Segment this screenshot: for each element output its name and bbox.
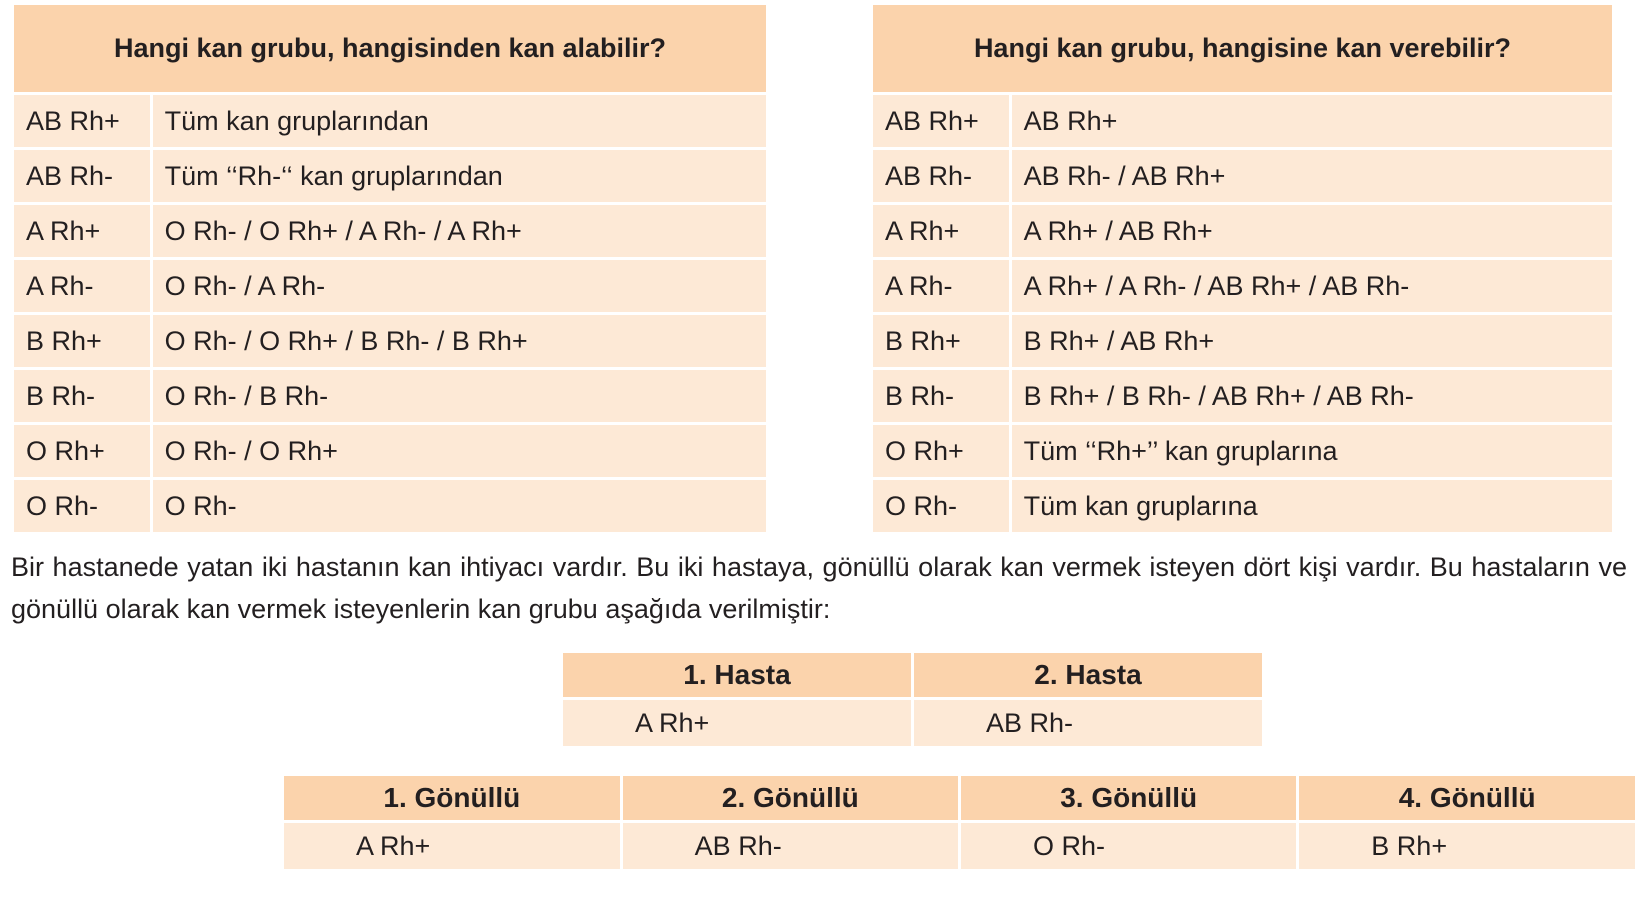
table-row — [13, 314, 768, 369]
table-row — [872, 204, 1614, 259]
donor-groups-cell: Tüm kan gruplarından — [151, 94, 767, 149]
recipient-groups-cell: B Rh+ / B Rh- / AB Rh+ / AB Rh- — [1010, 369, 1613, 424]
table-row — [872, 94, 1614, 149]
volunteer-4-header: 4. Gönüllü — [1298, 775, 1637, 822]
blood-group-cell: O Rh+ — [13, 424, 152, 479]
table-row — [872, 314, 1614, 369]
intro-paragraph: Bir hastanede yatan iki hastanın kan ihtiyacı vardır. Bu iki hastaya, gönüllü olarak kan vermek isteyen dört kişi vardır. Bu hastaların ve gönüllü olarak kan vermek isteyenlerin kan grubu aşağıda verilmiştir: — [11, 552, 1627, 624]
table-row — [13, 424, 768, 479]
blood-group-cell: A Rh+ — [13, 204, 152, 259]
blood-group-cell: O Rh- — [13, 479, 152, 534]
recipient-groups-cell: Tüm kan gruplarına — [1010, 479, 1613, 534]
receive-table-title: Hangi kan grubu, hangisinden kan alabilir? — [13, 4, 768, 94]
patient-2-blood-group: AB Rh- — [913, 699, 1264, 748]
volunteer-3-header: 3. Gönüllü — [959, 775, 1297, 822]
table-row — [872, 259, 1614, 314]
recipient-groups-cell: A Rh+ / A Rh- / AB Rh+ / AB Rh- — [1010, 259, 1613, 314]
table-row — [13, 204, 768, 259]
blood-group-cell: A Rh- — [872, 259, 1011, 314]
table-row — [872, 424, 1614, 479]
donor-groups-cell: Tüm ‘‘Rh-‘‘ kan gruplarından — [151, 149, 767, 204]
recipient-groups-cell: A Rh+ / AB Rh+ — [1010, 204, 1613, 259]
donor-groups-cell: O Rh- — [151, 479, 767, 534]
give-compatibility-table — [870, 2, 1615, 535]
donor-groups-cell: O Rh- / A Rh- — [151, 259, 767, 314]
volunteer-2-header: 2. Gönüllü — [621, 775, 959, 822]
volunteer-4-blood-group: B Rh+ — [1298, 822, 1637, 871]
recipient-groups-cell: B Rh+ / AB Rh+ — [1010, 314, 1613, 369]
donor-groups-cell: O Rh- / O Rh+ / A Rh- / A Rh+ — [151, 204, 767, 259]
donor-groups-cell: O Rh- / B Rh- — [151, 369, 767, 424]
blood-group-cell: AB Rh- — [13, 149, 152, 204]
blood-group-cell: AB Rh+ — [872, 94, 1011, 149]
blood-group-cell: A Rh- — [13, 259, 152, 314]
donor-groups-cell: O Rh- / O Rh+ / B Rh- / B Rh+ — [151, 314, 767, 369]
blood-group-cell: AB Rh- — [872, 149, 1011, 204]
volunteers-table — [281, 773, 1638, 872]
recipient-groups-cell: AB Rh+ — [1010, 94, 1613, 149]
table-row — [13, 479, 768, 534]
volunteer-1-header: 1. Gönüllü — [283, 775, 622, 822]
donor-groups-cell: O Rh- / O Rh+ — [151, 424, 767, 479]
blood-group-cell: B Rh+ — [13, 314, 152, 369]
give-table-title: Hangi kan grubu, hangisine kan verebilir? — [872, 4, 1614, 94]
blood-group-cell: A Rh+ — [872, 204, 1011, 259]
table-row — [872, 149, 1614, 204]
blood-group-cell: O Rh- — [872, 479, 1011, 534]
receive-compatibility-table — [11, 2, 769, 535]
table-row — [13, 149, 768, 204]
patient-1-header: 1. Hasta — [562, 652, 913, 699]
table-row — [13, 94, 768, 149]
volunteer-2-blood-group: AB Rh- — [621, 822, 959, 871]
patients-table — [560, 650, 1265, 749]
recipient-groups-cell: Tüm ‘‘Rh+’’ kan gruplarına — [1010, 424, 1613, 479]
blood-group-cell: O Rh+ — [872, 424, 1011, 479]
volunteer-3-blood-group: O Rh- — [959, 822, 1297, 871]
blood-group-cell: AB Rh+ — [13, 94, 152, 149]
volunteer-1-blood-group: A Rh+ — [283, 822, 622, 871]
table-row — [872, 479, 1614, 534]
table-row — [13, 259, 768, 314]
blood-group-cell: B Rh+ — [872, 314, 1011, 369]
blood-group-cell: B Rh- — [872, 369, 1011, 424]
table-row — [13, 369, 768, 424]
blood-group-cell: B Rh- — [13, 369, 152, 424]
recipient-groups-cell: AB Rh- / AB Rh+ — [1010, 149, 1613, 204]
patient-1-blood-group: A Rh+ — [562, 699, 913, 748]
patient-2-header: 2. Hasta — [913, 652, 1264, 699]
table-row — [872, 369, 1614, 424]
